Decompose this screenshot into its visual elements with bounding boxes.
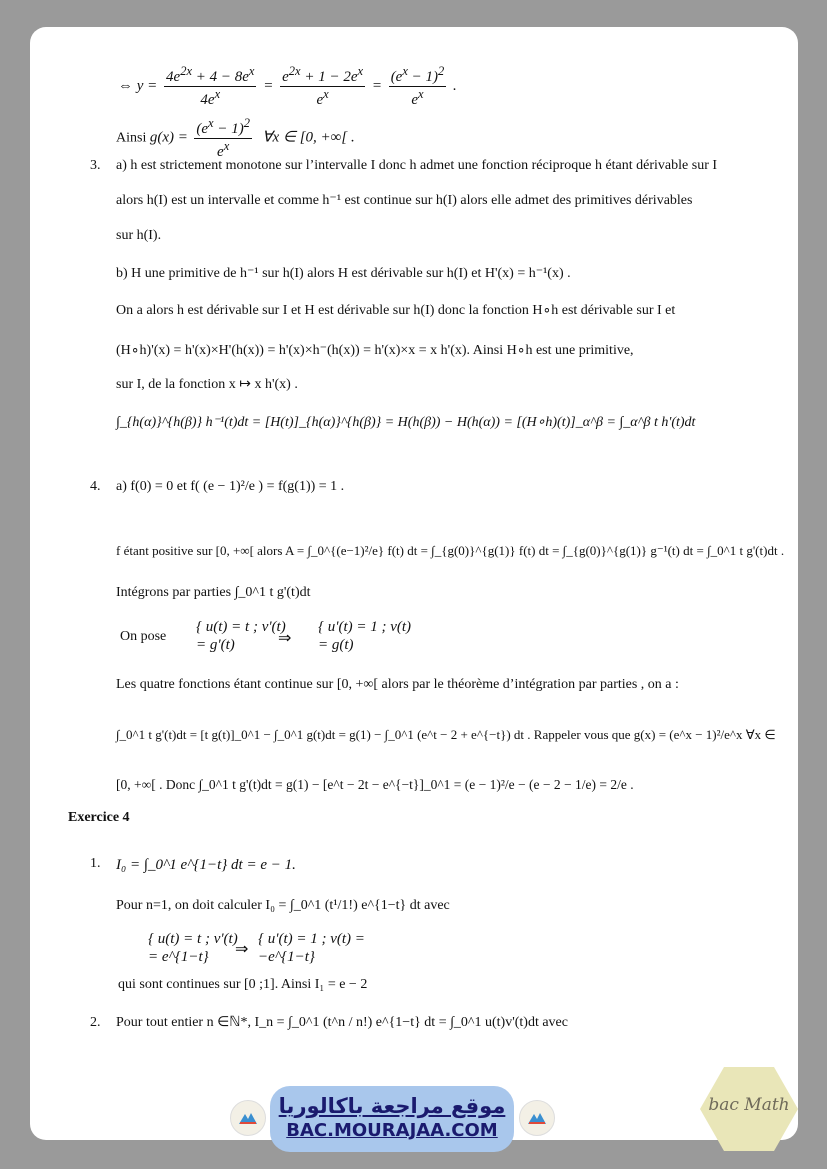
text-line: On pose: [120, 629, 167, 644]
system-right: { u'(t) = 1 ; v(t) = g(t): [318, 619, 412, 653]
text-line: ∫_0^1 t g'(t)dt = [t g(t)]_0^1 − ∫_0^1 g(t)dt = g(1) − ∫_0^1 (e^t − 2 + e^{−t}) dt . Rappeler vous que g(x) = (e^x − 1)²/e^x ∀x ∈: [116, 727, 776, 742]
text-line: [0, +∞[ . Donc ∫_0^1 t g'(t)dt = g(1) − [e^t − 2t − e^{−t}]_0^1 = (e − 1)²/e − (e − 2 − 1/e) = 2/e .: [116, 777, 634, 792]
bac-math-logo: [698, 1065, 800, 1153]
system-right: { u'(t) = 1 ; v(t) = −e^{1−t}: [258, 931, 365, 965]
implies-arrow: ⇒: [278, 630, 292, 647]
logo-text: bac Math: [708, 1095, 790, 1115]
system-left: { u(t) = t ; v'(t) = e^{1−t}: [148, 931, 238, 965]
text-line: Pour n=1, on doit calculer I₀ = ∫_0^1 (t¹/1!) e^{1−t} dt avec: [116, 898, 450, 913]
item-number-2: 2.: [90, 1015, 101, 1030]
implies-arrow: ⇒: [235, 941, 249, 958]
item-number-3: 3.: [90, 158, 101, 173]
text-line: a) h est strictement monotone sur l’intervalle I donc h admet une fonction réciproque h étant dérivable sur I: [116, 158, 718, 173]
system-left: { u(t) = t ; v'(t) = g'(t): [196, 619, 286, 653]
equation-y: ⇔ y = $\frac{4e^{2x} + 4 - 8e^x}{4e^x}$ = $\frac{e^{2x} + 1 - 2e^x}{e^x}$ = $\frac{(e^x - 1)^2}{e^x}$ .: [118, 64, 457, 108]
ainsi-g: Ainsi g(x) = $\frac{(e^x - 1)^2}{e^x}$ ∀x ∈ [0, +∞[ .: [116, 116, 355, 160]
banner-url[interactable]: BAC.MOURAJAA.COM: [286, 1120, 498, 1141]
text-line: Les quatre fonctions étant continue sur [0, +∞[ alors par le théorème d’intégration par parties , on a :: [116, 677, 679, 692]
integral-line: ∫_{h(α)}^{h(β)} h⁻¹(t)dt = [H(t)]_{h(α)}^{h(β)} = H(h(β)) − H(h(α)) = [(H∘h)(t)]_α^β = ∫_α^β t h'(t)dt: [116, 415, 696, 430]
text-line: sur I, de la fonction x ↦ x h'(x) .: [116, 377, 298, 392]
banner-arabic-title: موقع مراجعة باكالوريا: [278, 1094, 506, 1118]
text-line: qui sont continues sur [0 ;1]. Ainsi I₁ = e − 2: [118, 977, 368, 992]
text-line: a) f(0) = 0 et f( (e − 1)²/e ) = f(g(1)) = 1 .: [116, 479, 345, 494]
text-line: I₀ = ∫_0^1 e^{1−t} dt = e − 1.: [116, 857, 296, 873]
text-line: f étant positive sur [0, +∞[ alors A = ∫_0^{(e−1)²/e} f(t) dt = ∫_{g(0)}^{g(1)} f(t) dt = ∫_{g(0)}^{g(1)} g⁻¹(t) dt = ∫_0^1 t g'(t)dt .: [116, 543, 785, 558]
item-number-1: 1.: [90, 856, 101, 871]
item-number-4: 4.: [90, 479, 101, 494]
text-line: Intégrons par parties ∫_0^1 t g'(t)dt: [116, 585, 311, 600]
text-line: On a alors h est dérivable sur I et H est dérivable sur h(I) donc la fonction H∘h est dérivable sur I et: [116, 303, 676, 318]
text-line: Pour tout entier n ∈ℕ*, I_n = ∫_0^1 (t^n / n!) e^{1−t} dt = ∫_0^1 u(t)v'(t)dt avec: [116, 1015, 568, 1030]
site-banner[interactable]: [270, 1086, 514, 1152]
left-logo: [230, 1100, 266, 1136]
exercise-heading: Exercice 4: [68, 810, 130, 825]
right-logo: [519, 1100, 555, 1136]
text-line: sur h(I).: [116, 228, 162, 243]
text-line: b) H une primitive de h⁻¹ sur h(I) alors H est dérivable sur h(I) et H'(x) = h⁻¹(x) .: [116, 266, 571, 281]
text-line: alors h(I) est un intervalle et comme h⁻¹ est continue sur h(I) alors elle admet des primitives dérivables: [116, 193, 693, 208]
text-line: (H∘h)'(x) = h'(x)×H'(h(x)) = h'(x)×h⁻(h(x)) = h'(x)×x = x h'(x). Ainsi H∘h est une primitive,: [116, 343, 634, 358]
